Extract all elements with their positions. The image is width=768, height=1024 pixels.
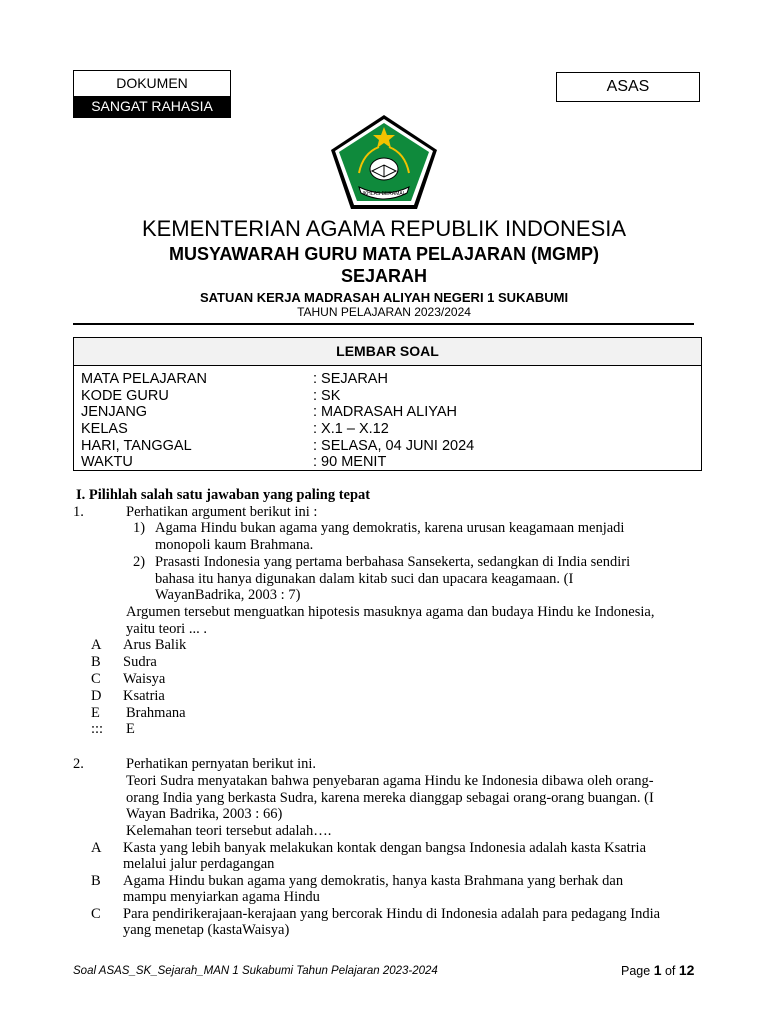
info-label: MATA PELAJARAN [81, 371, 207, 387]
point-line: monopoli kaum Brahmana. [155, 537, 314, 553]
info-label: JENJANG [81, 404, 148, 421]
option-letter: C [91, 671, 101, 687]
option-letter: B [91, 654, 101, 670]
subject-title: SEJARAH [340, 266, 428, 286]
footer-text: Soal ASAS_SK_Sejarah_MAN 1 Sukabumi Tahun Pelajaran 2023-2024 [73, 965, 438, 977]
question-intro: Perhatikan pernyatan berikut ini. [126, 756, 317, 772]
point-number: 2) [133, 554, 146, 570]
page-word: Page [621, 964, 651, 978]
kemenag-logo-icon [329, 113, 439, 211]
info-value: : 90 MENIT [313, 454, 387, 471]
info-row [81, 454, 701, 471]
info-table-title: LEMBAR SOAL [74, 338, 701, 366]
info-value: : SEJARAH [313, 371, 388, 387]
option-letter: A [91, 840, 102, 856]
question-text: yaitu teori ... . [126, 621, 207, 637]
option-text[interactable]: Kasta yang lebih banyak melakukan kontak dengan bangsa Indonesia adalah kasta Ksatria [123, 840, 647, 856]
option-text[interactable]: Agama Hindu bukan agama yang demokratis, hanya kasta Brahmana yang berhak dan [123, 873, 624, 889]
question-text: orang India yang berkasta Sudra, karena mereka dianggap sebagai orang-orang buangan. (I [126, 790, 654, 806]
point-line: Agama Hindu bukan agama yang demokratis, karena urusan keagamaan menjadi [155, 520, 625, 536]
option-text[interactable]: Waisya [123, 671, 166, 687]
logo-motto: IKHLAS BERAMAL [362, 191, 406, 197]
question-number: 1. [73, 504, 84, 520]
option-text[interactable]: yang menetap (kastaWaisya) [123, 922, 290, 938]
question-text: Argumen tersebut menguatkan hipotesis masuknya agama dan budaya Hindu ke Indonesia, [126, 604, 655, 620]
answer-key-value: E [126, 721, 135, 737]
question-number: 2. [73, 756, 84, 772]
info-table [73, 337, 702, 471]
option-letter: A [91, 637, 102, 653]
header-divider [73, 323, 694, 325]
point-line: WayanBadrika, 2003 : 7) [155, 587, 301, 603]
question-prompt: Kelemahan teori tersebut adalah…. [126, 823, 332, 839]
option-letter: B [91, 873, 101, 889]
info-row [81, 388, 701, 405]
forum-title: MUSYAWARAH GURU MATA PELAJARAN (MGMP) [169, 244, 599, 264]
point-line: Prasasti Indonesia yang pertama berbahasa Sansekerta, sedangkan di India sendiri [155, 554, 631, 570]
answer-key-marker: ::: [91, 721, 104, 737]
unit-title: SATUAN KERJA MADRASAH ALIYAH NEGERI 1 SUKABUMI [199, 290, 569, 305]
option-letter: C [91, 906, 101, 922]
info-value: : SELASA, 04 JUNI 2024 [313, 437, 475, 454]
option-text[interactable]: Sudra [123, 654, 157, 670]
option-text[interactable]: melalui jalur perdagangan [123, 856, 275, 872]
option-text[interactable]: mampu menyiarkan agama Hindu [123, 889, 320, 905]
info-row [81, 438, 701, 455]
option-text[interactable]: Ksatria [123, 688, 165, 704]
question-text: Wayan Badrika, 2003 : 66) [126, 806, 283, 822]
ministry-title: KEMENTERIAN AGAMA REPUBLIK INDONESIA [141, 216, 627, 241]
info-label: KODE GURU [81, 387, 169, 404]
option-text[interactable]: Brahmana [126, 705, 186, 721]
info-label: WAKTU [81, 454, 133, 471]
point-number: 1) [133, 520, 146, 536]
info-value: : X.1 – X.12 [313, 421, 389, 438]
info-row [81, 404, 701, 421]
info-row [81, 371, 701, 388]
info-value: : SK [313, 387, 341, 404]
document-classification-box [73, 70, 231, 118]
page-total: 12 [678, 962, 695, 978]
info-label: HARI, TANGGAL [81, 437, 192, 454]
page-indicator [621, 962, 694, 978]
doc-label: DOKUMEN [116, 75, 188, 91]
option-letter: D [91, 688, 102, 704]
info-value: : MADRASAH ALIYAH [313, 404, 457, 421]
doc-status: SANGAT RAHASIA [74, 96, 230, 118]
info-row [81, 421, 701, 438]
option-text[interactable]: Para pendirikerajaan-kerajaan yang bercorak Hindu di Indonesia adalah para pedagang India [123, 906, 661, 922]
question-text: Teori Sudra menyatakan bahwa penyebaran agama Hindu ke Indonesia dibawa oleh orang- [126, 773, 654, 789]
page-of: of [664, 964, 676, 978]
exam-code-box: ASAS [556, 72, 700, 102]
section-heading: I. Pilihlah salah satu jawaban yang paling tepat [76, 487, 371, 503]
option-letter: E [91, 705, 100, 721]
page-current: 1 [653, 962, 662, 978]
year-title: TAHUN PELAJARAN 2023/2024 [297, 305, 471, 319]
option-text[interactable]: Arus Balik [123, 637, 187, 653]
point-line: bahasa itu hanya digunakan dalam kitab suci dan upacara keagamaan. (I [155, 571, 574, 587]
info-label: KELAS [81, 421, 128, 438]
question-intro: Perhatikan argument berikut ini : [126, 504, 318, 520]
